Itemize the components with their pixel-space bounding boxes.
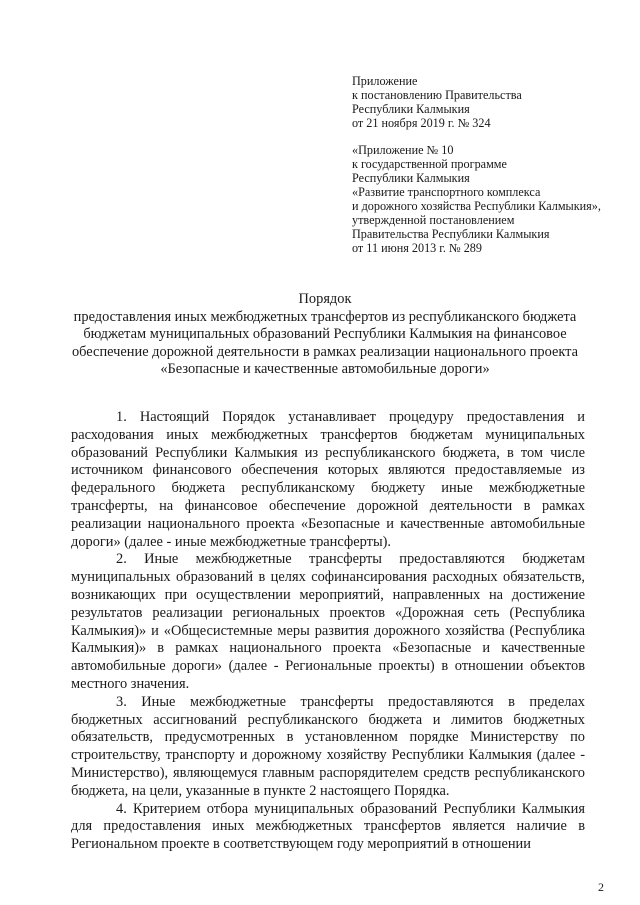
appendix-header-line: к постановлению Правительства (352, 88, 522, 102)
appendix-header-line: Республики Калмыкия (352, 102, 470, 116)
appendix-header-line: Приложение (352, 74, 418, 88)
title-line: обеспечение дорожной деятельности в рамках реализации национального проекта (71, 343, 579, 360)
page-number: 2 (598, 880, 604, 894)
title-line: бюджетам муниципальных образований Республики Калмыкия на финансовое (83, 326, 567, 343)
document-title (60, 291, 590, 379)
appendix-quote-line: Республики Калмыкия (352, 171, 470, 185)
paragraph: 4. Критерием отбора муниципальных образований Республики Калмыкия для предоставления иных межбюджетных трансфертов является наличие в Региональном проекте в соответствующем году мероприятий в отношении (71, 800, 585, 853)
appendix-header-line: от 21 ноября 2019 г. № 324 (352, 116, 491, 130)
title-line: «Безопасные и качественные автомобильные дороги» (160, 361, 490, 378)
appendix-quote-line: «Развитие транспортного комплекса (352, 185, 541, 199)
paragraph: 2. Иные межбюджетные трансферты предоставляются бюджетам муниципальных образований в целях софинансирования расходных обязательств, возникающих при осуществлении мероприятий, направленных на достижение результатов реализации региональных проектов «Дорожная сеть (Республика Калмыкия)» и «Общесистемные меры развития дорожного хозяйства (Республика Калмыкия)» в рамках национального проекта «Безопасные и качественные автомобильные дороги» (далее - Региональные проекты) в отношении объектов местного значения. (71, 551, 585, 692)
appendix-quote-line: утвержденной постановлением (352, 213, 515, 227)
title-line: Порядок (298, 291, 352, 307)
appendix-quote-line: «Приложение № 10 (352, 143, 454, 157)
document-body (71, 409, 585, 854)
appendix-quote-line: и дорожного хозяйства Республики Калмыкия», (352, 199, 601, 213)
paragraph: 3. Иные межбюджетные трансферты предоставляются в пределах бюджетных ассигнований республиканского бюджета и лимитов бюджетных обязательств, предусмотренных в установленном порядке Министерству по строительству, транспорту и дорожному хозяйству Республики Калмыкия (далее - Министерство), являющемуся главным распорядителем средств республиканского бюджета, на цели, указанные в пункте 2 настоящего Порядка. (71, 693, 585, 799)
appendix-quote-line: Правительства Республики Калмыкия (352, 227, 550, 241)
appendix-quote-line: от 11 июня 2013 г. № 289 (352, 241, 482, 255)
appendix-header (352, 74, 632, 130)
paragraph: 1. Настоящий Порядок устанавливает процедуру предоставления и расходования иных межбюджетных трансфертов бюджетам муниципальных образований Республики Калмыкия из республиканского бюджета, в том числе источником финансового обеспечения которых являются предоставляемые из федерального бюджета республиканскому бюджету иные межбюджетные трансферты, на финансовое обеспечение дорожной деятельности в рамках реализации национального проекта «Безопасные и качественные автомобильные дороги» (далее - иные межбюджетные трансферты). (71, 409, 585, 550)
appendix-quote (352, 143, 632, 255)
appendix-quote-line: к государственной программе (352, 157, 507, 171)
title-line: предоставления иных межбюджетных трансфертов из республиканского бюджета (73, 308, 577, 325)
